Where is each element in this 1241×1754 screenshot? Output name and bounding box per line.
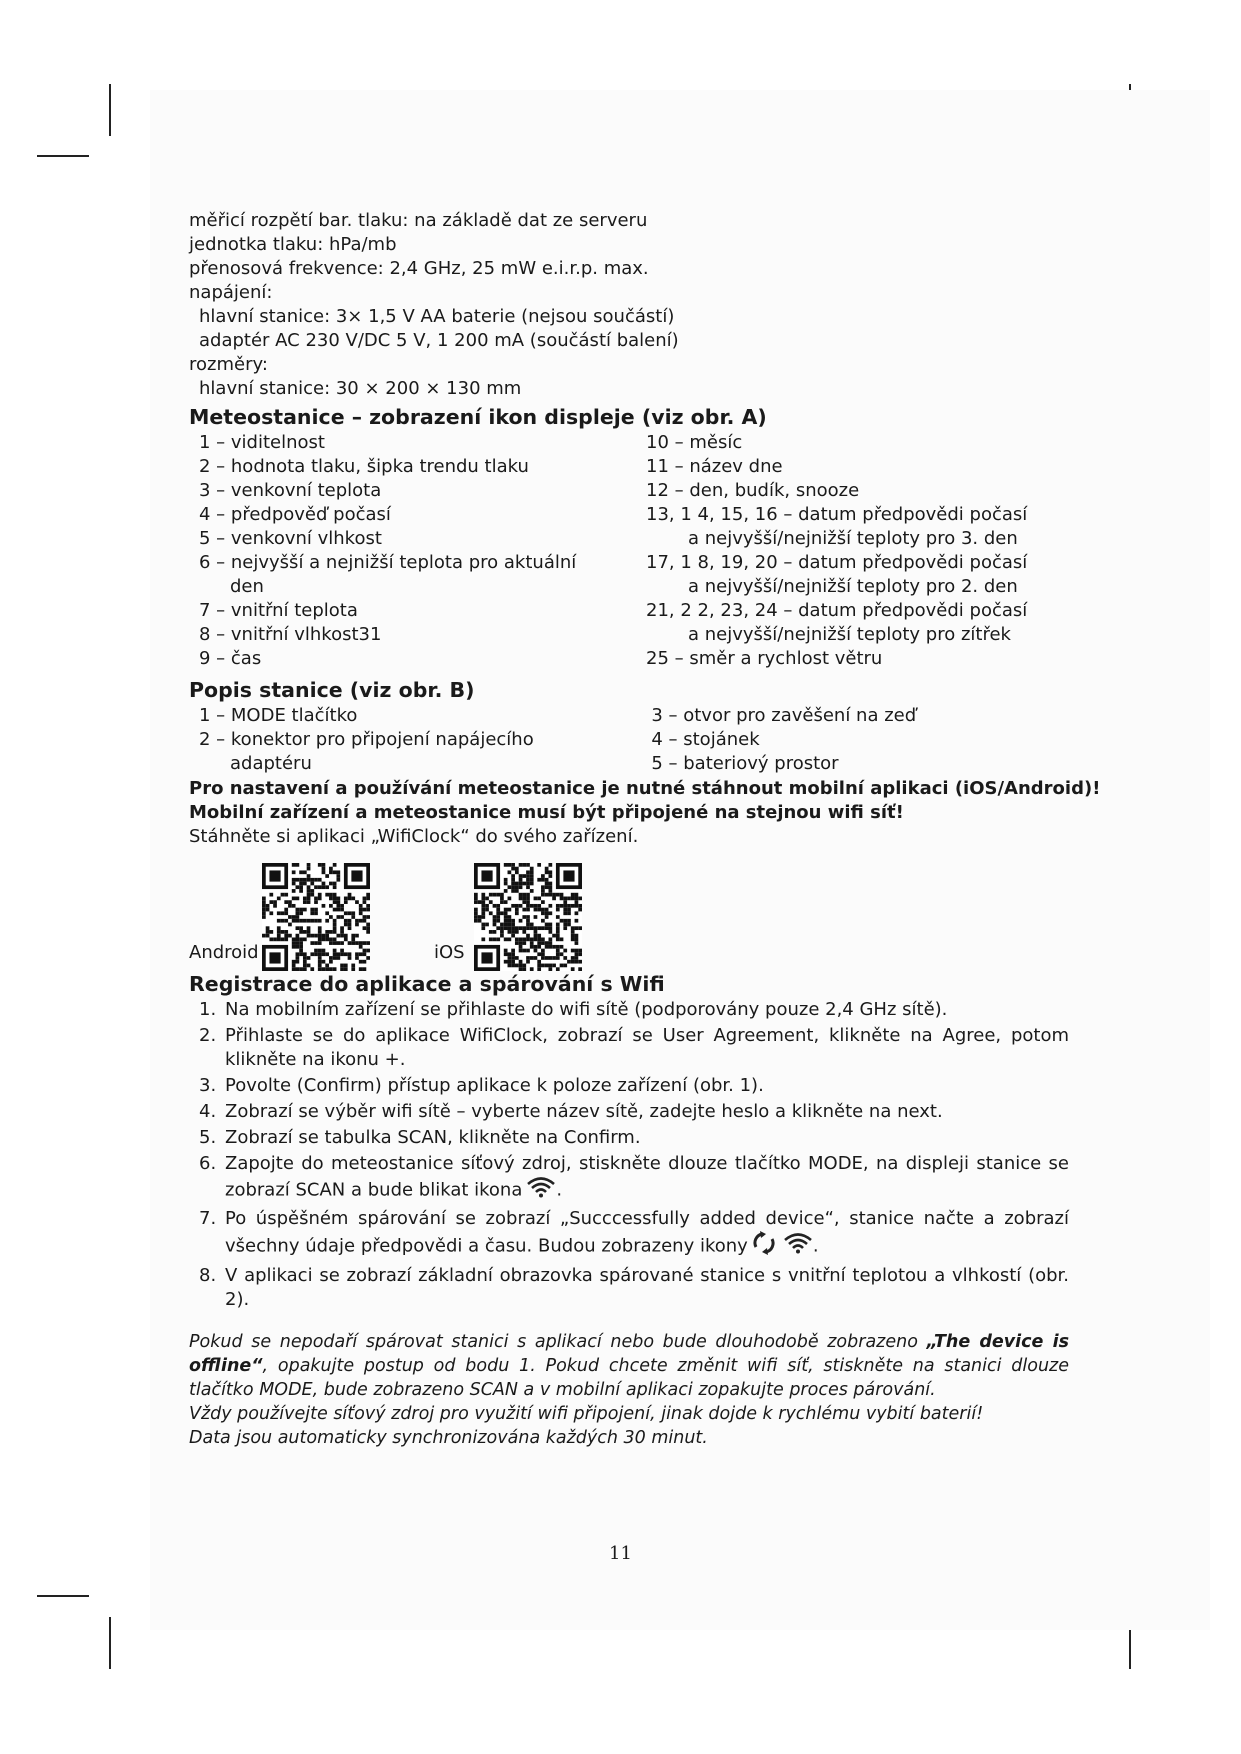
list-item-line: 8 – vnitřní vlhkost31	[199, 624, 382, 645]
registration-step	[189, 1024, 1069, 1072]
spec-line: přenosová frekvence: 2,4 GHz, 25 mW e.i.r.p. max.	[189, 258, 649, 279]
list-item	[646, 599, 1069, 647]
spec-line: adaptér AC 230 V/DC 5 V, 1 200 mA (součástí balení)	[199, 330, 679, 351]
list-item	[199, 623, 646, 647]
page-content	[189, 209, 1101, 1450]
station-parts-right-column	[640, 704, 1069, 776]
step-text: Po úspěšném spárování se zobrazí „Succcessfully added device“, stanice načte a zobrazí všechny údaje předpovědi a času. Budou zobrazeny ikony	[225, 1208, 1069, 1257]
registration-step	[189, 1100, 1069, 1124]
list-item-line: 4 – stojánek	[651, 729, 760, 750]
step-text: Zapojte do meteostanice síťový zdroj, stiskněte dlouze tlačítko MODE, na displeji stanice se zobrazí SCAN a bude blikat ikona	[225, 1153, 1069, 1201]
list-item-line: 25 – směr a rychlost větru	[646, 648, 883, 669]
list-item-line: 12 – den, budík, snooze	[646, 480, 860, 501]
android-label: Android	[189, 942, 259, 963]
registration-step	[189, 998, 1069, 1022]
list-item-line: 17, 1 8, 19, 20 – datum předpovědi počasí	[646, 552, 1028, 573]
list-item-line: 11 – název dne	[646, 456, 783, 477]
crop-mark-tl-v	[109, 84, 111, 136]
spec-line: napájení:	[189, 282, 273, 303]
specs-block	[189, 209, 1069, 401]
display-icons-left-column	[189, 431, 646, 671]
step-number: 6.	[199, 1153, 217, 1174]
step-text: Na mobilním zařízení se přihlaste do wifi sítě (podporovány pouze 2,4 GHz sítě).	[225, 999, 948, 1020]
spec-line: jednotka tlaku: hPa/mb	[189, 234, 397, 255]
list-item	[646, 431, 1069, 455]
period: .	[556, 1179, 563, 1201]
list-item	[199, 479, 646, 503]
step-number: 1.	[199, 999, 217, 1020]
qr-code-android[interactable]	[262, 863, 370, 971]
step-text: Přihlaste se do aplikace WifiClock, zobrazí se User Agreement, klikněte na Agree, potom klikněte na ikonu +.	[225, 1025, 1069, 1070]
list-item	[651, 704, 1069, 728]
section-title-registration: Registrace do aplikace a spárování s Wifi	[189, 972, 665, 996]
step-text: Povolte (Confirm) přístup aplikace k poloze zařízení (obr. 1).	[225, 1075, 764, 1096]
qr-code-ios[interactable]	[474, 863, 582, 971]
period: .	[812, 1235, 819, 1257]
crop-mark-bl-v	[109, 1617, 111, 1669]
step-number: 4.	[199, 1101, 217, 1122]
sync-icon	[751, 1231, 777, 1262]
spec-line: hlavní stanice: 30 × 200 × 130 mm	[199, 378, 522, 399]
step-number: 5.	[199, 1127, 217, 1148]
list-item	[199, 503, 646, 527]
note-offline: Pokud se nepodaří spárovat stanici s aplikací nebo bude dlouhodobě zobrazeno „The device is offline“, opakujte postup od bodu 1. Pokud chcete změnit wifi síť, stiskněte na stanici dlouze tlačítko MODE, bude zobrazeno SCAN a v mobilní aplikaci zopakujte proces párování.	[189, 1332, 1069, 1400]
list-item-line: 5 – bateriový prostor	[651, 753, 839, 774]
offline-message: „The device is offline“	[189, 1332, 1069, 1376]
list-item	[199, 599, 646, 623]
list-item	[651, 728, 1069, 752]
notice-app-required: Pro nastavení a používání meteostanice je nutné stáhnout mobilní aplikaci (iOS/Android)!	[189, 778, 1101, 799]
step-text: Zobrazí se tabulka SCAN, klikněte na Confirm.	[225, 1127, 641, 1148]
step-number: 7.	[199, 1208, 217, 1229]
list-item	[199, 647, 646, 671]
registration-step	[189, 1074, 1069, 1098]
registration-steps	[189, 998, 1069, 1312]
list-item	[646, 455, 1069, 479]
section-title-station-description: Popis stanice (viz obr. B)	[189, 678, 475, 702]
list-item	[199, 431, 646, 455]
list-item-line: 3 – venkovní teplota	[199, 480, 382, 501]
list-item-line: 10 – měsíc	[646, 432, 743, 453]
wifi-icon	[783, 1232, 813, 1261]
list-item-line: den	[230, 576, 264, 597]
step-number: 3.	[199, 1075, 217, 1096]
page-number: 11	[609, 1543, 632, 1564]
display-icons-right-column	[646, 431, 1069, 671]
list-item	[199, 551, 646, 599]
spec-line: hlavní stanice: 3× 1,5 V AA baterie (nejsou součástí)	[199, 306, 675, 327]
list-item	[646, 551, 1069, 599]
list-item-line: a nejvyšší/nejnižší teploty pro zítřek	[688, 624, 1011, 645]
list-item	[199, 455, 646, 479]
list-item	[646, 479, 1069, 503]
qr-codes	[189, 855, 1069, 971]
step-number: 8.	[199, 1265, 217, 1286]
step-text: V aplikaci se zobrazí základní obrazovka spárované stanice s vnitřní teplotou a vlhkostí (obr. 2).	[225, 1265, 1069, 1310]
list-item-line: 1 – MODE tlačítko	[199, 705, 358, 726]
list-item-line: a nejvyšší/nejnižší teploty pro 3. den	[688, 528, 1018, 549]
list-item-line: 4 – předpověď počasí	[199, 504, 391, 525]
list-item-line: adaptéru	[230, 753, 312, 774]
spec-line: měřicí rozpětí bar. tlaku: na základě dat ze serveru	[189, 210, 648, 231]
list-item-line: 21, 2 2, 23, 24 – datum předpovědi počasí	[646, 600, 1028, 621]
list-item	[199, 527, 646, 551]
registration-step	[189, 1207, 1069, 1262]
wifi-icon	[526, 1176, 556, 1205]
list-item	[199, 728, 640, 776]
notice-same-network: Mobilní zařízení a meteostanice musí být připojené na stejnou wifi síť!	[189, 802, 904, 823]
crop-mark-bl-h	[37, 1595, 89, 1597]
ios-label: iOS	[434, 942, 465, 963]
registration-step	[189, 1126, 1069, 1150]
list-item-line: 7 – vnitřní teplota	[199, 600, 358, 621]
spec-line: rozměry:	[189, 354, 268, 375]
registration-step	[189, 1152, 1069, 1205]
list-item	[199, 704, 640, 728]
display-icons-list	[189, 431, 1069, 671]
list-item-line: 9 – čas	[199, 648, 262, 669]
list-item-line: 3 – otvor pro zavěšení na zeď	[651, 705, 917, 726]
list-item-line: a nejvyšší/nejnižší teploty pro 2. den	[688, 576, 1018, 597]
station-parts-left-column	[189, 704, 640, 776]
step-text: Zobrazí se výběr wifi sítě – vyberte název sítě, zadejte heslo a klikněte na next.	[225, 1101, 943, 1122]
list-item-line: 5 – venkovní vlhkost	[199, 528, 382, 549]
list-item	[651, 752, 1069, 776]
station-parts-list	[189, 704, 1069, 776]
note-power-supply: Vždy používejte síťový zdroj pro využití wifi připojení, jinak dojde k rychlému vybití baterií!	[189, 1404, 984, 1424]
list-item	[646, 503, 1069, 551]
crop-mark-tl-h	[37, 155, 89, 157]
list-item	[646, 647, 1069, 671]
step-number: 2.	[199, 1025, 217, 1046]
note-sync: Data jsou automaticky synchronizována každých 30 minut.	[189, 1428, 708, 1448]
list-item-line: 1 – viditelnost	[199, 432, 325, 453]
notes-block	[189, 1330, 1069, 1450]
list-item-line: 6 – nejvyšší a nejnižší teplota pro aktuální	[199, 552, 577, 573]
list-item-line: 13, 1 4, 15, 16 – datum předpovědi počasí	[646, 504, 1028, 525]
list-item-line: 2 – konektor pro připojení napájecího	[199, 729, 534, 750]
section-title-display-icons: Meteostanice – zobrazení ikon displeje (viz obr. A)	[189, 405, 767, 429]
list-item-line: 2 – hodnota tlaku, šipka trendu tlaku	[199, 456, 529, 477]
registration-step	[189, 1264, 1069, 1312]
download-instruction: Stáhněte si aplikaci „WifiClock“ do svého zařízení.	[189, 826, 639, 847]
